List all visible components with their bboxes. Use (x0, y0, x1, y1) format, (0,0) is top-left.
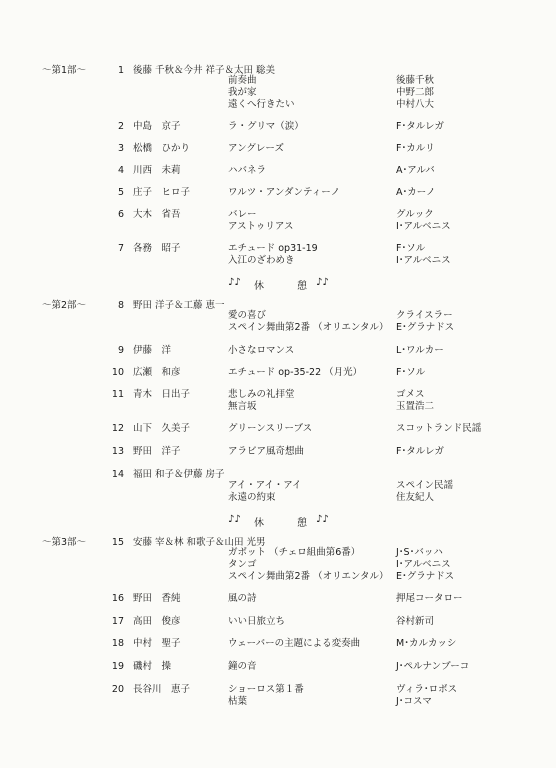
performer-names: 各務 昭子 (133, 243, 181, 254)
composer-name: スペイン民謡 (396, 480, 454, 491)
performer-names: 大木 省吾 (133, 209, 181, 220)
composer-name: 中野二郎 (396, 87, 435, 98)
item-number: 6 (117, 209, 124, 220)
piece-list (228, 243, 318, 267)
composer-name: F･ソル (396, 367, 426, 378)
item-number: 13 (111, 446, 124, 457)
performer-names: 松橋 ひかり (133, 143, 191, 154)
item-number: 15 (111, 537, 124, 548)
performer-names: 中島 京子 (133, 121, 181, 132)
item-number: 20 (111, 684, 124, 695)
piece-title: スペイン舞曲第2番 （オリエンタル） (228, 322, 389, 333)
piece-title: 遠くへ行きたい (228, 99, 295, 110)
piece-title: ワルツ・アンダンティーノ (228, 187, 341, 198)
part-label: ～第2部～ (42, 300, 87, 311)
composer-name: 押尾コータロー (396, 593, 463, 604)
item-number: 4 (117, 165, 124, 176)
composer-name: E･グラナドス (396, 322, 455, 333)
piece-title: ラ・グリマ（涙） (228, 121, 304, 132)
item-number: 9 (117, 345, 124, 356)
piece-title: 小さなロマンス (228, 345, 295, 356)
performer-names: 安藤 宰＆林 和歌子＆山田 光男 (133, 537, 266, 548)
piece-title: 入江のざわめき (228, 255, 295, 266)
composer-list (396, 684, 457, 708)
composer-name: J･S･バッハ (396, 547, 443, 558)
item-number: 19 (111, 661, 124, 672)
piece-title: アイ・アイ・アイ (228, 480, 302, 491)
piece-title: 枯葉 (228, 696, 248, 707)
piece-list (228, 209, 294, 233)
piece-list (228, 75, 295, 111)
piece-list (228, 389, 295, 413)
performer-names: 長谷川 恵子 (133, 684, 191, 695)
piece-title: 風の詩 (228, 593, 257, 604)
intermission-char: 休 (254, 518, 264, 529)
composer-name: I･アルベニス (396, 255, 451, 266)
composer-list (396, 480, 453, 504)
piece-list (228, 684, 304, 708)
music-notes-icon: ♪♪ (316, 514, 329, 525)
performer-names: 川西 未莉 (133, 165, 181, 176)
piece-title: 愛の喜び (228, 310, 267, 321)
composer-name: I･アルベニス (396, 221, 451, 232)
performer-names: 青木 日出子 (133, 389, 191, 400)
intermission-char: 憩 (297, 518, 307, 529)
composer-list (396, 389, 434, 413)
composer-name: 谷村新司 (396, 616, 435, 627)
composer-list (396, 209, 451, 233)
performer-names: 高田 俊彦 (133, 616, 181, 627)
item-number: 7 (117, 243, 124, 254)
composer-name: ゴメス (396, 389, 425, 400)
performer-names: 中村 聖子 (133, 638, 181, 649)
performer-names: 野田 洋子 (133, 446, 181, 457)
item-number: 3 (117, 143, 124, 154)
composer-name: 中村八大 (396, 99, 435, 110)
composer-list (396, 243, 451, 267)
performer-names: 磯村 操 (133, 661, 172, 672)
composer-name: F･ソル (396, 243, 426, 254)
performer-names: 福田 和子＆伊藤 房子 (133, 469, 225, 480)
item-number: 11 (111, 389, 124, 400)
performer-names: 野田 香純 (133, 593, 181, 604)
composer-name: F･カルリ (396, 143, 435, 154)
piece-title: 無言坂 (228, 401, 257, 412)
item-number: 5 (117, 187, 124, 198)
piece-title: アラビア風奇想曲 (228, 446, 305, 457)
piece-title: 鐘の音 (228, 661, 257, 672)
composer-name: グルック (396, 209, 434, 220)
composer-name: スコットランド民謡 (396, 423, 482, 434)
item-number: 10 (111, 367, 124, 378)
composer-name: J･コスマ (396, 696, 432, 707)
piece-title: ハバネラ (228, 165, 267, 176)
piece-title: ショーロス第１番 (228, 684, 304, 695)
item-number: 16 (111, 593, 124, 604)
performer-names: 山下 久美子 (133, 423, 191, 434)
piece-title: バレー (228, 209, 257, 220)
performer-names: 野田 洋子＆工藤 恵一 (133, 300, 225, 311)
composer-name: ヴィラ･ロボス (396, 684, 458, 695)
piece-title: いい日旅立ち (228, 616, 286, 627)
performer-names: 庄子 ヒロ子 (133, 187, 191, 198)
composer-list (396, 547, 454, 583)
intermission-char: 憩 (297, 281, 307, 292)
item-number: 14 (111, 469, 124, 480)
composer-name: F･タルレガ (396, 446, 444, 457)
performer-names: 広瀬 和彦 (133, 367, 181, 378)
item-number: 8 (117, 300, 124, 311)
composer-name: 後藤千秋 (396, 75, 435, 86)
piece-list (228, 480, 301, 504)
piece-title: グリーンスリーブス (228, 423, 313, 434)
composer-name: A･カーノ (396, 187, 436, 198)
composer-name: J･ペルナンブーコ (396, 661, 470, 672)
piece-title: エチュード op-35-22 （月光） (228, 367, 363, 378)
item-number: 12 (111, 423, 124, 434)
piece-title: 永遠の約束 (228, 492, 276, 503)
composer-name: 玉置浩二 (396, 401, 435, 412)
performer-names: 伊藤 洋 (133, 345, 172, 356)
music-notes-icon: ♪♪ (228, 514, 241, 525)
music-notes-icon: ♪♪ (316, 277, 329, 288)
item-number: 18 (111, 638, 124, 649)
composer-list (396, 75, 434, 111)
piece-title: アストゥリアス (228, 221, 294, 232)
composer-name: F･タルレガ (396, 121, 444, 132)
composer-name: L･ワルカー (396, 345, 444, 356)
piece-title: タンゴ (228, 559, 257, 570)
music-notes-icon: ♪♪ (228, 277, 241, 288)
part-label: ～第3部～ (42, 537, 87, 548)
piece-title: ガボット （チェロ組曲第6番） (228, 547, 361, 558)
piece-title: アングレーズ (228, 143, 284, 154)
part-label: ～第1部～ (42, 65, 87, 76)
composer-name: 住友紀人 (396, 492, 435, 503)
piece-title: 悲しみの礼拝堂 (228, 389, 295, 400)
piece-title: 我が家 (228, 87, 257, 98)
composer-name: クライスラー (396, 310, 453, 321)
piece-title: 前奏曲 (228, 75, 257, 86)
piece-list (228, 310, 389, 334)
piece-title: エチュード op31-19 (228, 243, 318, 254)
composer-list (396, 310, 454, 334)
intermission-char: 休 (254, 281, 264, 292)
piece-list (228, 547, 389, 583)
composer-name: M･カルカッシ (396, 638, 457, 649)
item-number: 2 (117, 121, 124, 132)
composer-name: I･アルベニス (396, 559, 451, 570)
piece-title: スペイン舞曲第2番 （オリエンタル） (228, 571, 389, 582)
performer-names: 後藤 千秋＆今井 祥子＆太田 聡美 (133, 65, 276, 76)
composer-name: A･アルバ (396, 165, 435, 176)
item-number: 17 (111, 616, 124, 627)
item-number: 1 (117, 65, 124, 76)
piece-title: ウェーバーの主題による変奏曲 (228, 638, 361, 649)
composer-name: E･グラナドス (396, 571, 455, 582)
